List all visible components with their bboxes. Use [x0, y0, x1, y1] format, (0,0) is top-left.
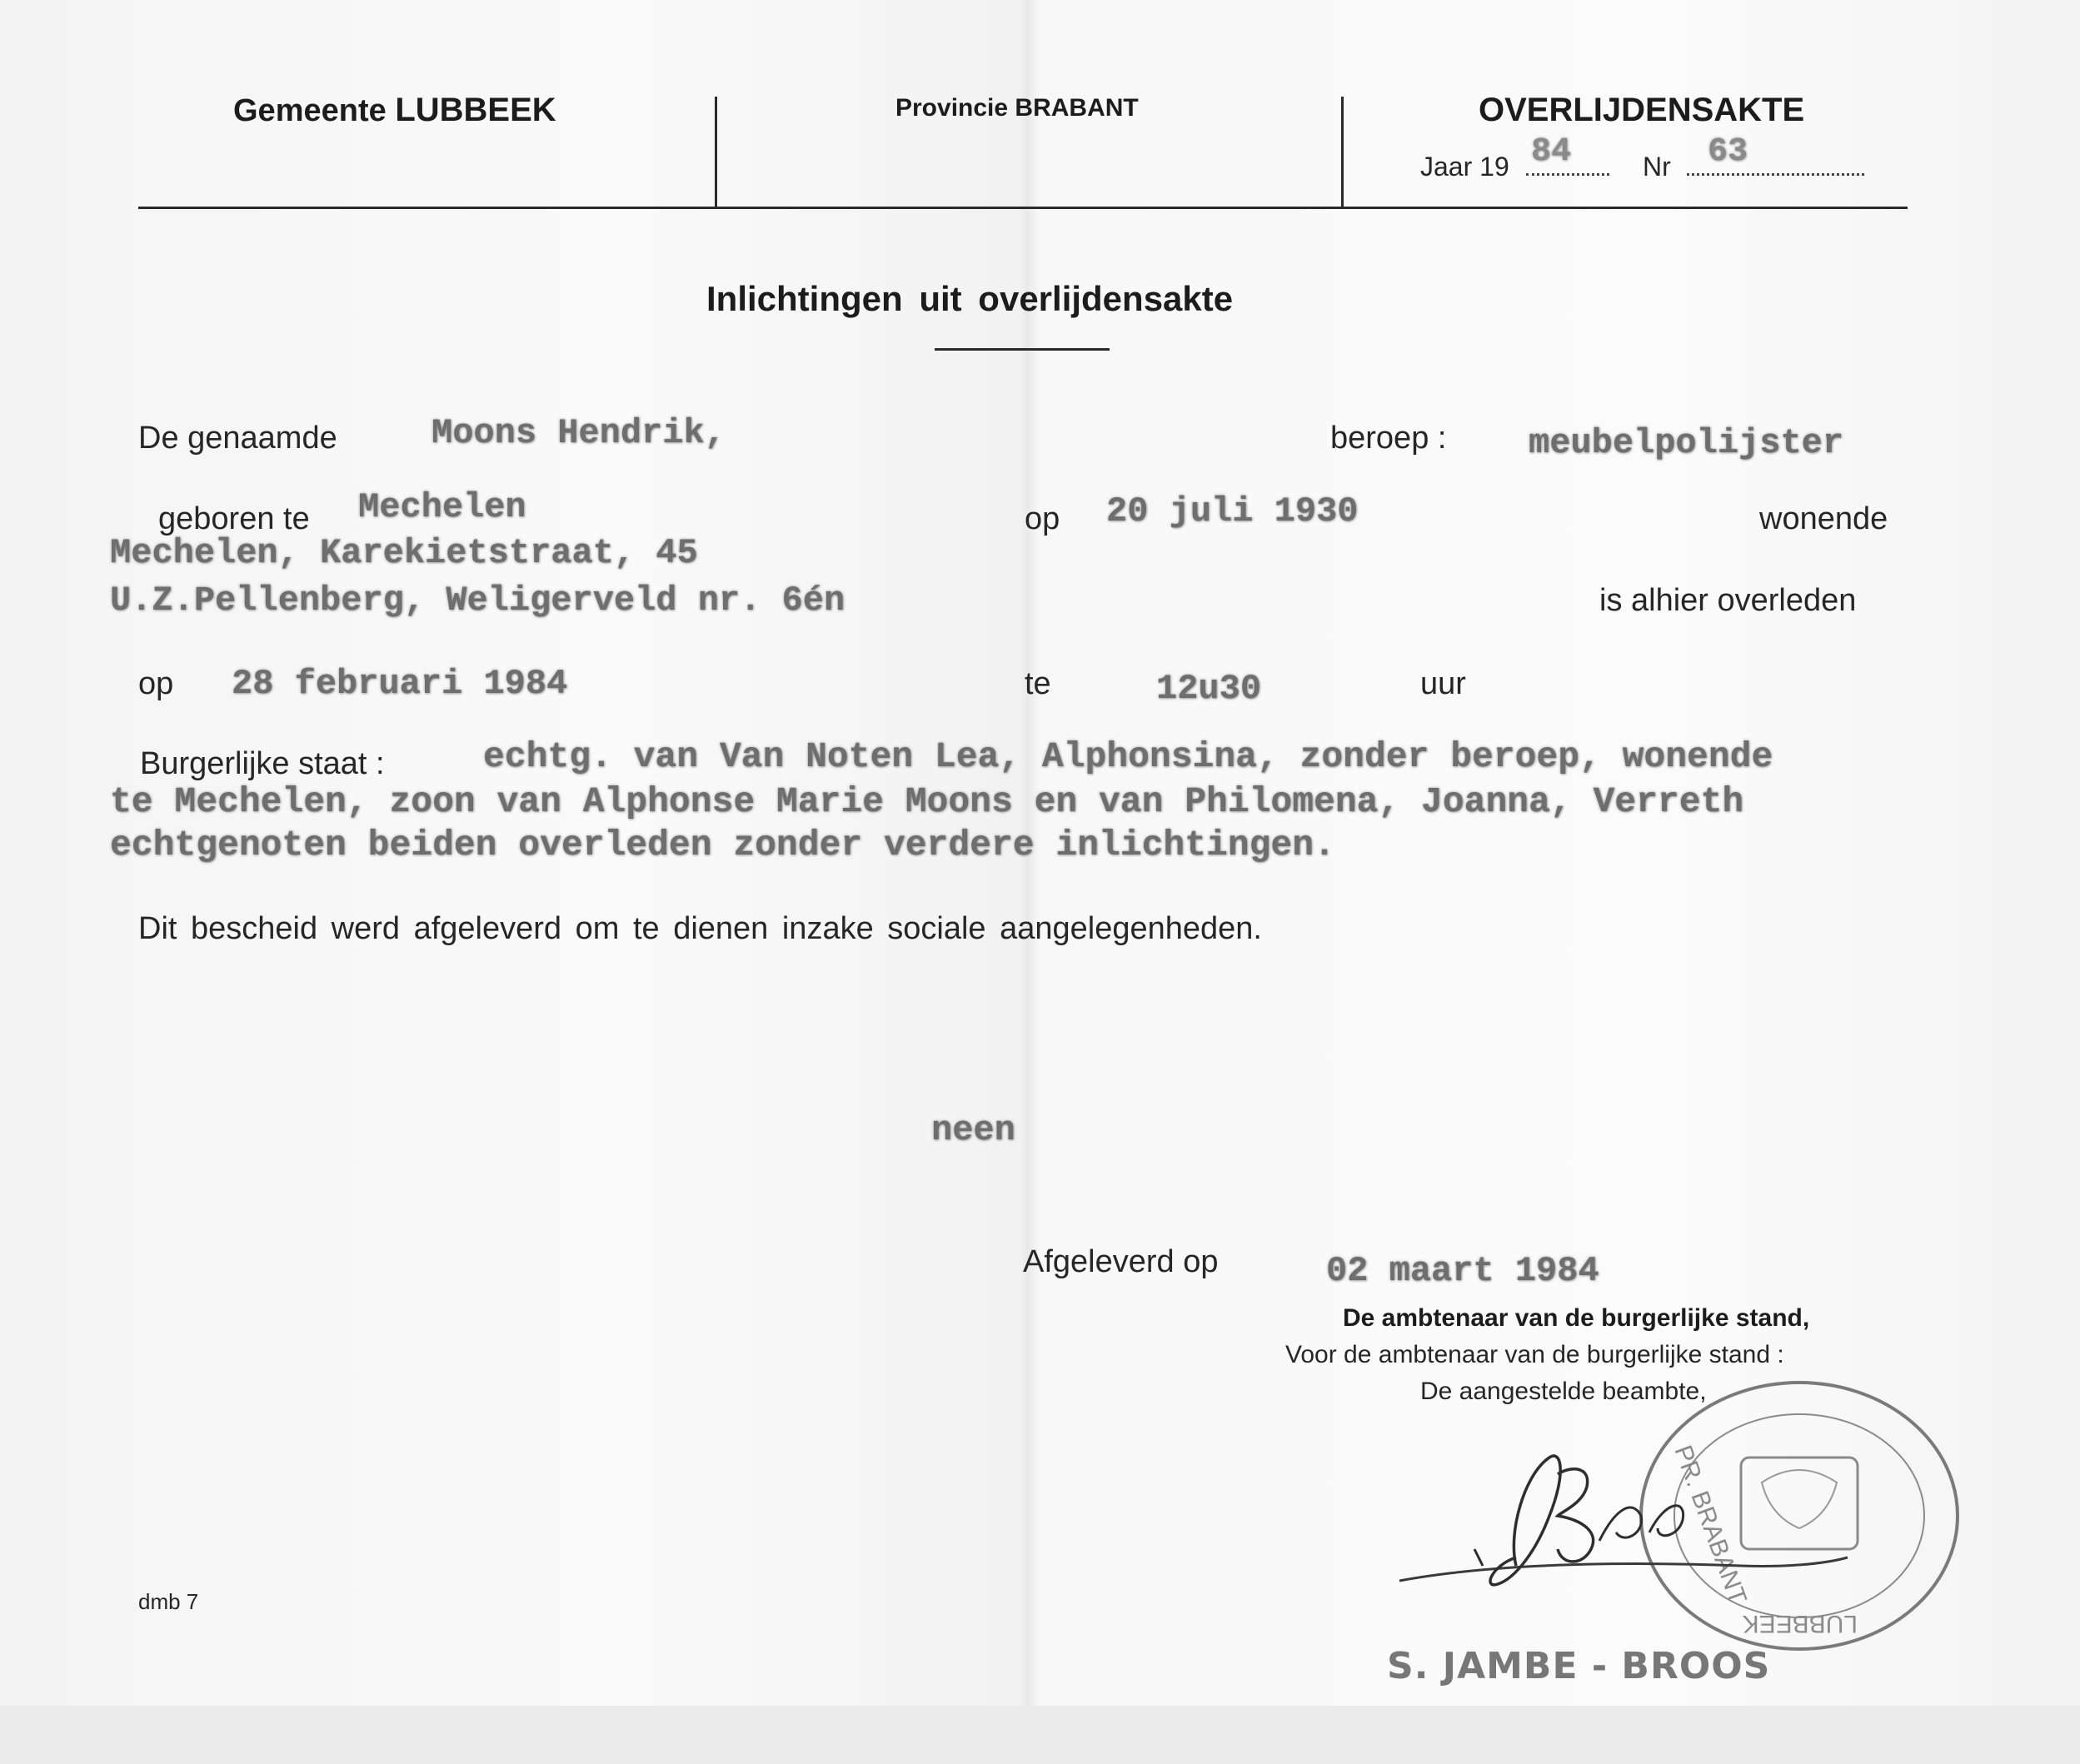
signer-name: S. JAMBE - BROOS — [1387, 1645, 1771, 1687]
burgerlijke-label: Burgerlijke staat : — [140, 746, 385, 781]
extra-value: neen — [931, 1110, 1015, 1150]
nr-label: Nr — [1643, 152, 1671, 182]
adres-line2: U.Z.Pellenberg, Weligerveld nr. 6én — [110, 581, 845, 620]
header-divider-left — [715, 97, 717, 207]
burgerlijke-line2: te Mechelen, zoon van Alphonse Marie Moons en van Philomena, Joanna, Verreth — [110, 781, 1744, 822]
akte-title: OVERLIJDENSAKTE — [1479, 92, 1805, 128]
geboren-label: geboren te — [158, 501, 310, 536]
title-underline — [935, 348, 1110, 351]
purpose-text: Dit bescheid werd afgeleverd om te dienen inzake sociale aangelegenheden. — [138, 911, 1262, 946]
overlijdensdatum-value: 28 februari 1984 — [232, 664, 568, 704]
afgeleverd-label: Afgeleverd op — [1023, 1244, 1219, 1279]
genaamde-label: De genaamde — [138, 421, 337, 456]
op2-label: op — [138, 666, 174, 701]
tijd-value: 12u30 — [1156, 669, 1262, 709]
nr-value: 63 — [1708, 133, 1748, 171]
handwritten-signature — [1391, 1441, 1858, 1607]
burgerlijke-line1: echtg. van Van Noten Lea, Alphonsina, zonder beroep, wonende — [483, 736, 1773, 777]
afgeleverd-date: 02 maart 1984 — [1326, 1251, 1599, 1291]
seal-text-top: PR. BRABANT — [1668, 1442, 1752, 1608]
op-label: op — [1025, 501, 1060, 536]
geboren-value: Mechelen — [358, 487, 526, 527]
adres-line1: Mechelen, Karekietstraat, 45 — [110, 533, 698, 573]
nr-dots — [1687, 173, 1864, 176]
document-title: Inlichtingen uit overlijdensakte — [706, 279, 1234, 318]
genaamde-value: Moons Hendrik, — [431, 413, 726, 453]
wonende-label: wonende — [1759, 501, 1888, 536]
ambtenaar-line: De ambtenaar van de burgerlijke stand, — [1343, 1304, 1810, 1332]
jaar-value: 84 — [1531, 133, 1572, 171]
gemeente-value: LUBBEEK — [395, 92, 556, 128]
overleden-label: is alhier overleden — [1599, 583, 1857, 618]
provincie-label: Provincie — [895, 94, 1009, 122]
beroep-value: meubelpolijster — [1529, 423, 1844, 463]
header-divider-right — [1341, 97, 1344, 207]
jaar-label: Jaar 19 — [1420, 152, 1509, 182]
uur-label: uur — [1420, 666, 1466, 701]
te-label: te — [1025, 666, 1051, 701]
provincie-value: BRABANT — [1015, 94, 1139, 122]
header-rule — [138, 207, 1908, 209]
geboortedatum-value: 20 juli 1930 — [1106, 491, 1359, 531]
burgerlijke-line3: echtgenoten beiden overleden zonder verdere inlichtingen. — [110, 825, 1335, 865]
beroep-label: beroep : — [1330, 421, 1447, 456]
jaar-dots — [1526, 173, 1609, 176]
aangestelde-line: De aangestelde beambte, — [1420, 1378, 1707, 1405]
seal-text-bottom: LUBBEEK — [1742, 1610, 1858, 1637]
provincie-heading — [895, 94, 1139, 122]
gemeente-label: Gemeente — [233, 93, 387, 128]
gemeente-heading — [233, 92, 556, 129]
voor-ambtenaar-line: Voor de ambtenaar van de burgerlijke stand : — [1285, 1341, 1784, 1368]
form-code: dmb 7 — [138, 1589, 199, 1614]
